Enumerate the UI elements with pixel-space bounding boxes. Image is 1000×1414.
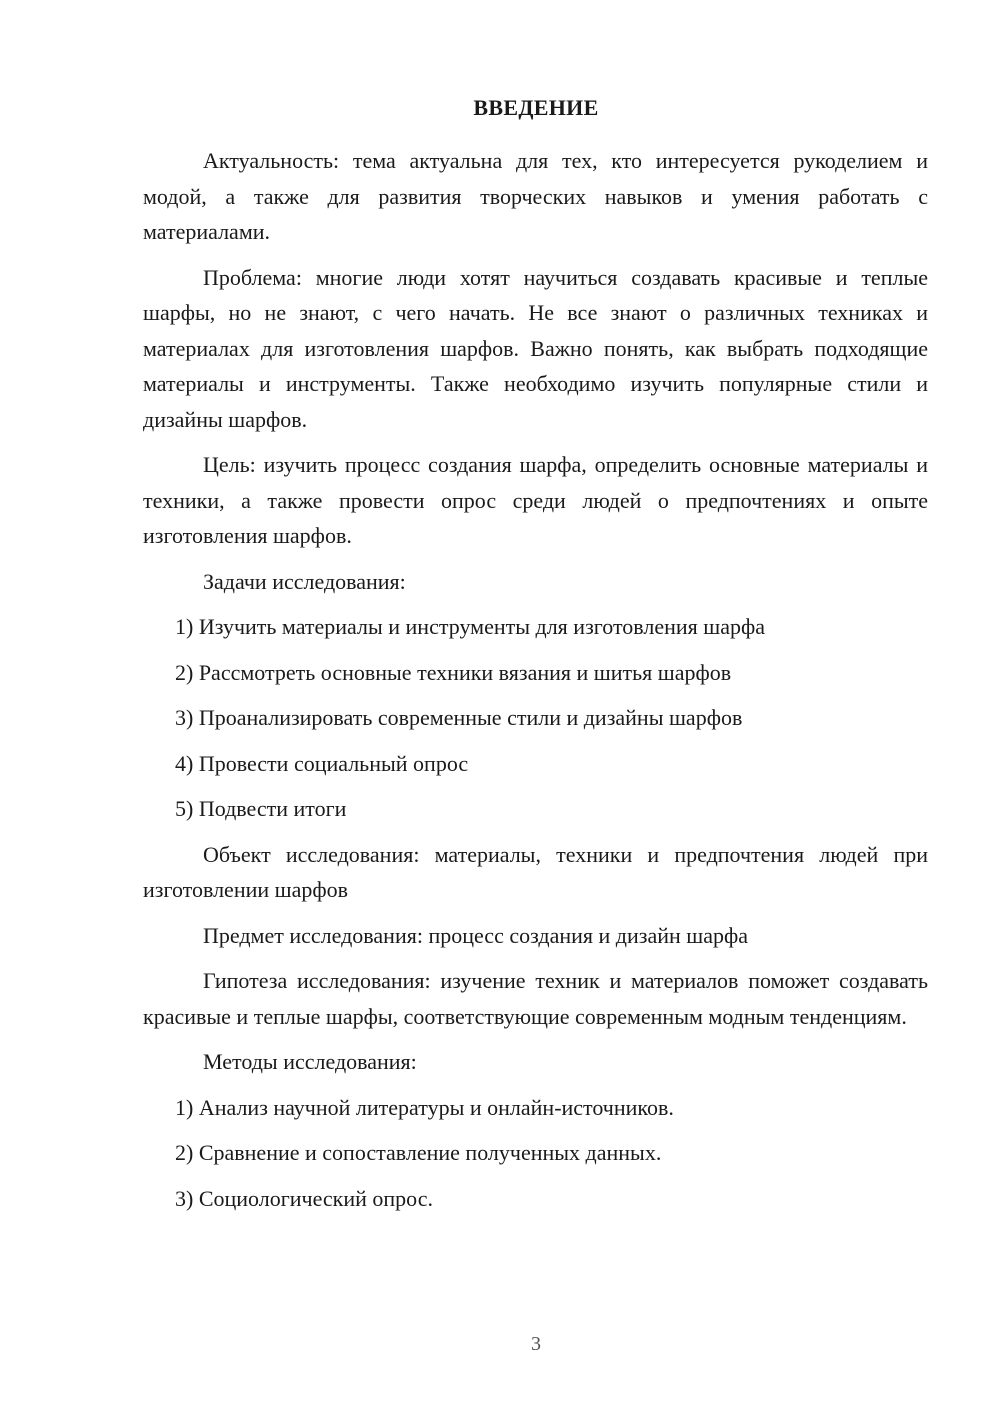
task-item: 2) Рассмотреть основные техники вязания и шитья шарфов (175, 659, 732, 685)
task-item: 3) Проанализировать современные стили и дизайны шарфов (175, 705, 743, 730)
goal-paragraph: Цель: изучить процесс создания шарфа, определить основные материалы и техники, а также провести опрос среди людей о предпочтениях и опыте изготовления шарфов. (143, 452, 928, 548)
methods-heading: Методы исследования: (203, 1049, 417, 1074)
task-item: 4) Провести социальный опрос (175, 750, 469, 776)
document-body (143, 143, 928, 1226)
task-item: 1) Изучить материалы и инструменты для изготовления шарфа (175, 614, 766, 639)
task-item: 5) Подвести итоги (175, 796, 347, 821)
page-title: ВВЕДЕНИЕ (473, 95, 599, 120)
tasks-heading: Задачи исследования: (203, 568, 406, 594)
object-paragraph: Объект исследования: материалы, техники и предпочтения людей при изготовлении шарфов (143, 841, 928, 902)
problem-paragraph: Проблема: многие люди хотят научиться создавать красивые и теплые шарфы, но не знают, с чего начать. Не все знают о различных техниках и материалах для изготовления шарфов. Важно понять, как выбрать подходящие материалы и инструменты. Также необходимо изучить популярные стили и дизайны шарфов. (143, 264, 928, 432)
method-item: 1) Анализ научной литературы и онлайн-источников. (175, 1094, 674, 1120)
methods-list (143, 1090, 928, 1217)
tasks-list (143, 609, 928, 827)
method-item: 3) Социологический опрос. (175, 1185, 433, 1211)
subject-paragraph: Предмет исследования: процесс создания и дизайн шарфа (203, 922, 748, 948)
hypothesis-paragraph: Гипотеза исследования: изучение техник и материалов поможет создавать красивые и теплые шарфы, соответствующие современным модным тенденциям. (143, 968, 928, 1029)
method-item: 2) Сравнение и сопоставление полученных данных. (175, 1140, 662, 1165)
relevance-paragraph: Актуальность: тема актуальна для тех, кто интересуется рукоделием и модой, а также для развития творческих навыков и умения работать с материалами. (143, 148, 928, 244)
page-number: 3 (531, 1333, 541, 1355)
